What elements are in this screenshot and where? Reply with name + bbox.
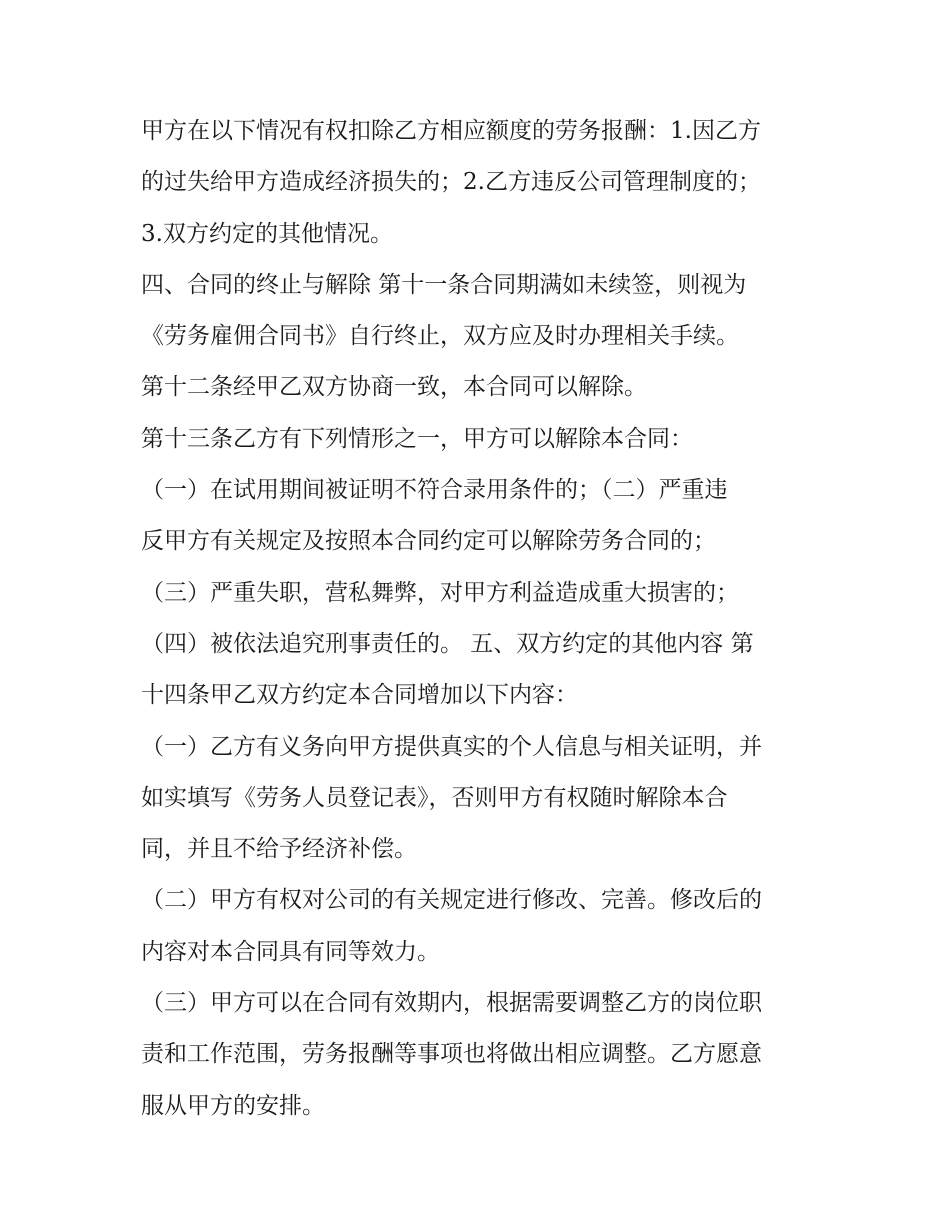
- text-line: 的过失给甲方造成经济损失的；2.乙方违反公司管理制度的；: [141, 169, 761, 196]
- text-line: （四）被依法追究刑事责任的。 五、双方约定的其他内容 第: [141, 630, 754, 657]
- text-line: （一）在试用期间被证明不符合录用条件的；（二）严重违: [141, 477, 728, 504]
- text-line: 第十二条经甲乙双方协商一致，本合同可以解除。: [141, 374, 647, 401]
- text-line: 内容对本合同具有同等效力。: [141, 938, 440, 965]
- text-line: 服从甲方的安排。: [141, 1092, 325, 1119]
- text-line: 甲方在以下情况有权扣除乙方相应额度的劳务报酬：1.因乙方: [141, 118, 761, 144]
- text-line: （三）严重失职，营私舞弊，对甲方利益造成重大损害的；: [141, 579, 739, 606]
- text-line: 《劳务雇佣合同书》自行终止，双方应及时办理相关手续。: [141, 323, 739, 350]
- text-line: 四、合同的终止与解除 第十一条合同期满如未续签，则视为: [141, 271, 747, 298]
- text-line: 3.双方约定的其他情况。: [141, 220, 393, 247]
- text-line: （一）乙方有义务向甲方提供真实的个人信息与相关证明，并: [141, 733, 762, 760]
- text-line: （二）甲方有权对公司的有关规定进行修改、完善。修改后的: [141, 887, 762, 914]
- contract-text: [141, 106, 821, 1132]
- text-line: 如实填写《劳务人员登记表》，否则甲方有权随时解除本合: [141, 784, 728, 811]
- text-line: 第十三条乙方有下列情形之一，甲方可以解除本合同：: [141, 425, 693, 452]
- text-line: 十四条甲乙双方约定本合同增加以下内容：: [141, 682, 578, 709]
- text-line: 反甲方有关规定及按照本合同约定可以解除劳务合同的；: [141, 528, 716, 555]
- text-line: （三）甲方可以在合同有效期内，根据需要调整乙方的岗位职: [141, 990, 762, 1017]
- text-line: 责和工作范围，劳务报酬等事项也将做出相应调整。乙方愿意: [141, 1041, 762, 1068]
- text-line: 同，并且不给予经济补偿。: [141, 836, 417, 863]
